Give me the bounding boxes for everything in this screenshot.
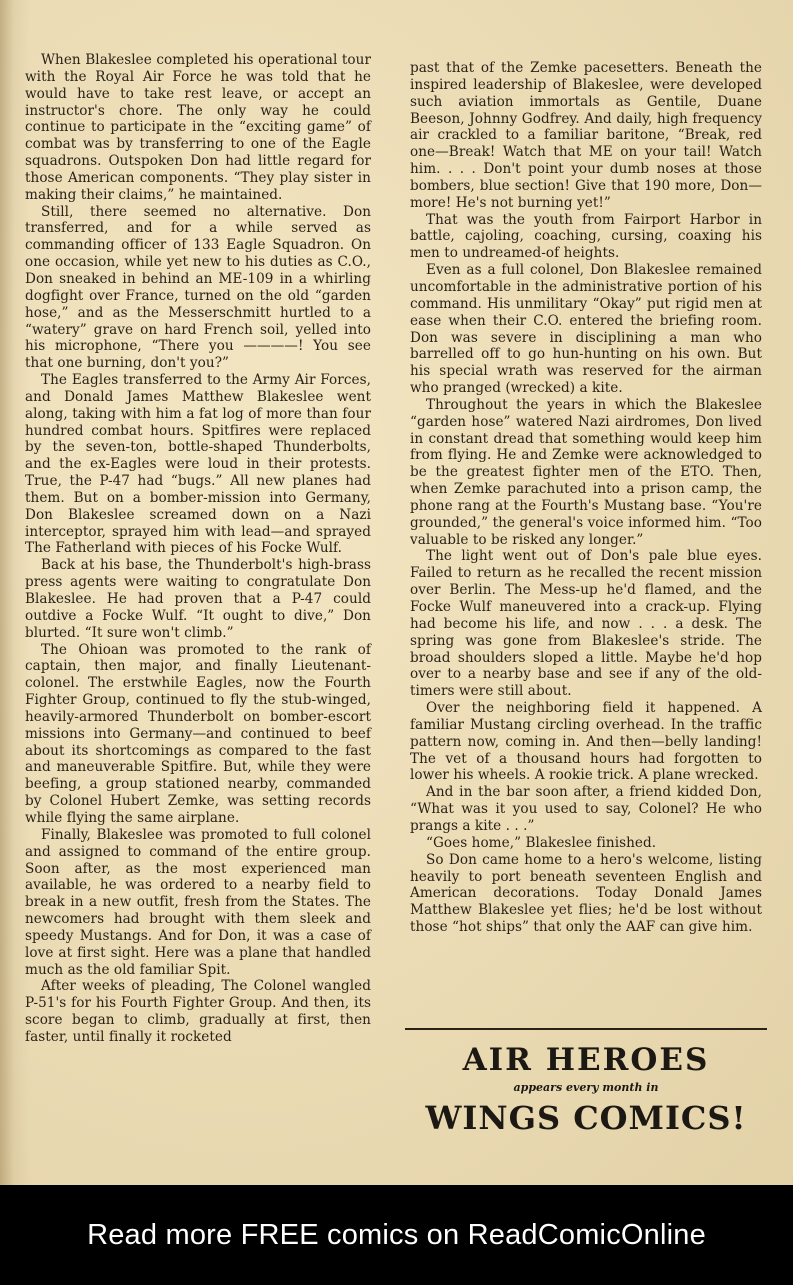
article-column-right [410, 60, 762, 936]
promo-banner[interactable] [0, 1185, 793, 1285]
article-paragraph: Finally, Blakeslee was promoted to full colonel and assigned to command of the entire group. Soon after, as the most experienced man available, he was ordered to a nearby field to break in a new outfit, fresh from the States. The newcomers had brought with them sleek and speedy Mustangs. And for Don, it was a case of love at first sight. Here was a plane that handled much as the old familiar Spit. [25, 826, 371, 978]
ad-magazine-name: WINGS COMICS! [425, 1099, 747, 1137]
article-paragraph: And in the bar soon after, a friend kidded Don, “What was it you used to say, Colonel? He who prangs a kite . . .” [410, 784, 762, 834]
article-paragraph: That was the youth from Fairport Harbor in battle, cajoling, coaching, cursing, coaxing his men to undreamed-of heights. [410, 211, 762, 262]
ad-subtitle: appears every month in [513, 1081, 659, 1094]
article-paragraph: Over the neighboring field it happened. A familiar Mustang circling overhead. In the traffic pattern now, coming in. And then—belly landing! The vet of a thousand hours had forgotten to lower his wheels. A rookie trick. A plane wrecked. [410, 700, 762, 784]
article-paragraph: The Ohioan was promoted to the rank of captain, then major, and finally Lieutenant-colonel. The erstwhile Eagles, now the Fourth Fighter Group, continued to fly the stub-winged, heavily-armored Thunderbolt on bomber-escort missions into Germany—and continued to beef about its shortcomings as compared to the fast and maneuverable Spitfire. But, while they were beefing, a group stationed nearby, commanded by Colonel Hubert Zemke, was setting records while flying the same airplane. [25, 641, 371, 826]
wings-comics-ad [405, 1040, 767, 1138]
article-paragraph: past that of the Zemke pacesetters. Beneath the inspired leadership of Blakeslee, were developed such aviation immortals as Gentile, Duane Beeson, Johnny Godfrey. And daily, high frequency air crackled to a familiar baritone, “Break, red one—Break! Watch that ME on your tail! Watch him. . . . Don't point your dumb noses at those bombers, blue section! Give that 190 more, Don—more! He's not burning yet!” [410, 60, 762, 211]
ad-title: AIR HEROES [462, 1042, 710, 1078]
article-paragraph: When Blakeslee completed his operational tour with the Royal Air Force he was told that he would have to take rest leave, or accept an instructor's chore. The only way he could continue to participate in the “exciting game” of combat was by transferring to one of the Eagle squadrons. Outspoken Don had little regard for those American components. “They play sister in making their claims,” he maintained. [25, 52, 371, 203]
article-paragraph: After weeks of pleading, The Colonel wangled P-51's for his Fourth Fighter Group. And then, its score began to climb, gradually at first, then faster, until finally it rocketed [25, 978, 371, 1045]
article-paragraph: Back at his base, the Thunderbolt's high-brass press agents were waiting to congratulate Don Blakeslee. He had proven that a P-47 could outdive a Focke Wulf. “It ought to dive,” Don blurted. “It sure won't climb.” [25, 557, 371, 641]
article-paragraph: “Goes home,” Blakeslee finished. [426, 834, 657, 851]
divider-rule [405, 1028, 767, 1030]
article-paragraph: The light went out of Don's pale blue eyes. Failed to return as he recalled the recent mission over Berlin. The Mess-up he'd flamed, and the Focke Wulf maneuvered into a crack-up. Flying had become his life, and now . . . a desk. The spring was gone from Blakeslee's stride. The broad shoulders sloped a little. Maybe he'd hop over to a nearby base and see if any of the old-timers were still about. [410, 548, 762, 700]
article-paragraph: Throughout the years in which the Blakeslee “garden hose” watered Nazi airdromes, Don lived in constant dread that something would keep him from flying. He and Zemke were acknowledged to be the greatest fighter men of the ETO. Then, when Zemke parachuted into a prison camp, the phone rang at the Fourth's Mustang base. “You're grounded,” the general's voice informed him. “Too valuable to be risked any longer.” [410, 396, 762, 548]
article-paragraph: So Don came home to a hero's welcome, listing heavily to port beneath seventeen English and American decorations. Today Donald James Matthew Blakeslee yet flies; he'd be lost without those “hot ships” that only the AAF can give him. [410, 851, 762, 936]
promo-banner-text[interactable]: Read more FREE comics on ReadComicOnline [87, 1219, 706, 1251]
article-paragraph: Still, there seemed no alternative. Don transferred, and for a while served as commanding officer of 133 Eagle Squadron. On one occasion, while yet new to his duties as C.O., Don sneaked in behind an ME-109 in a whirling dogfight over France, turned on the old “garden hose,” and as the Messerschmitt hurtled to a “watery” grave on hard French soil, yelled into his microphone, “There you ————! You see that one burning, don't you?” [25, 203, 371, 372]
article-paragraph: The Eagles transferred to the Army Air Forces, and Donald James Matthew Blakeslee went along, taking with him a fat log of more than four hundred combat hours. Spitfires were replaced by the seven-ton, bottle-shaped Thunderbolts, and the ex-Eagles were loud in their protests. True, the P-47 had “bugs.” All new planes had them. But on a bomber-mission into Germany, Don Blakeslee screamed down on a Nazi interceptor, sprayed him with lead—and sprayed The Fatherland with pieces of his Focke Wulf. [25, 372, 371, 557]
article-paragraph: Even as a full colonel, Don Blakeslee remained uncomfortable in the administrative portion of his command. His unmilitary “Okay” put rigid men at ease when their C.O. entered the briefing room. Don was severe in disciplining a man who barrelled off to go hun-hunting on his own. But his special wrath was reserved for the airman who pranged (wrecked) a kite. [410, 262, 762, 397]
article-column-left [25, 52, 371, 1046]
